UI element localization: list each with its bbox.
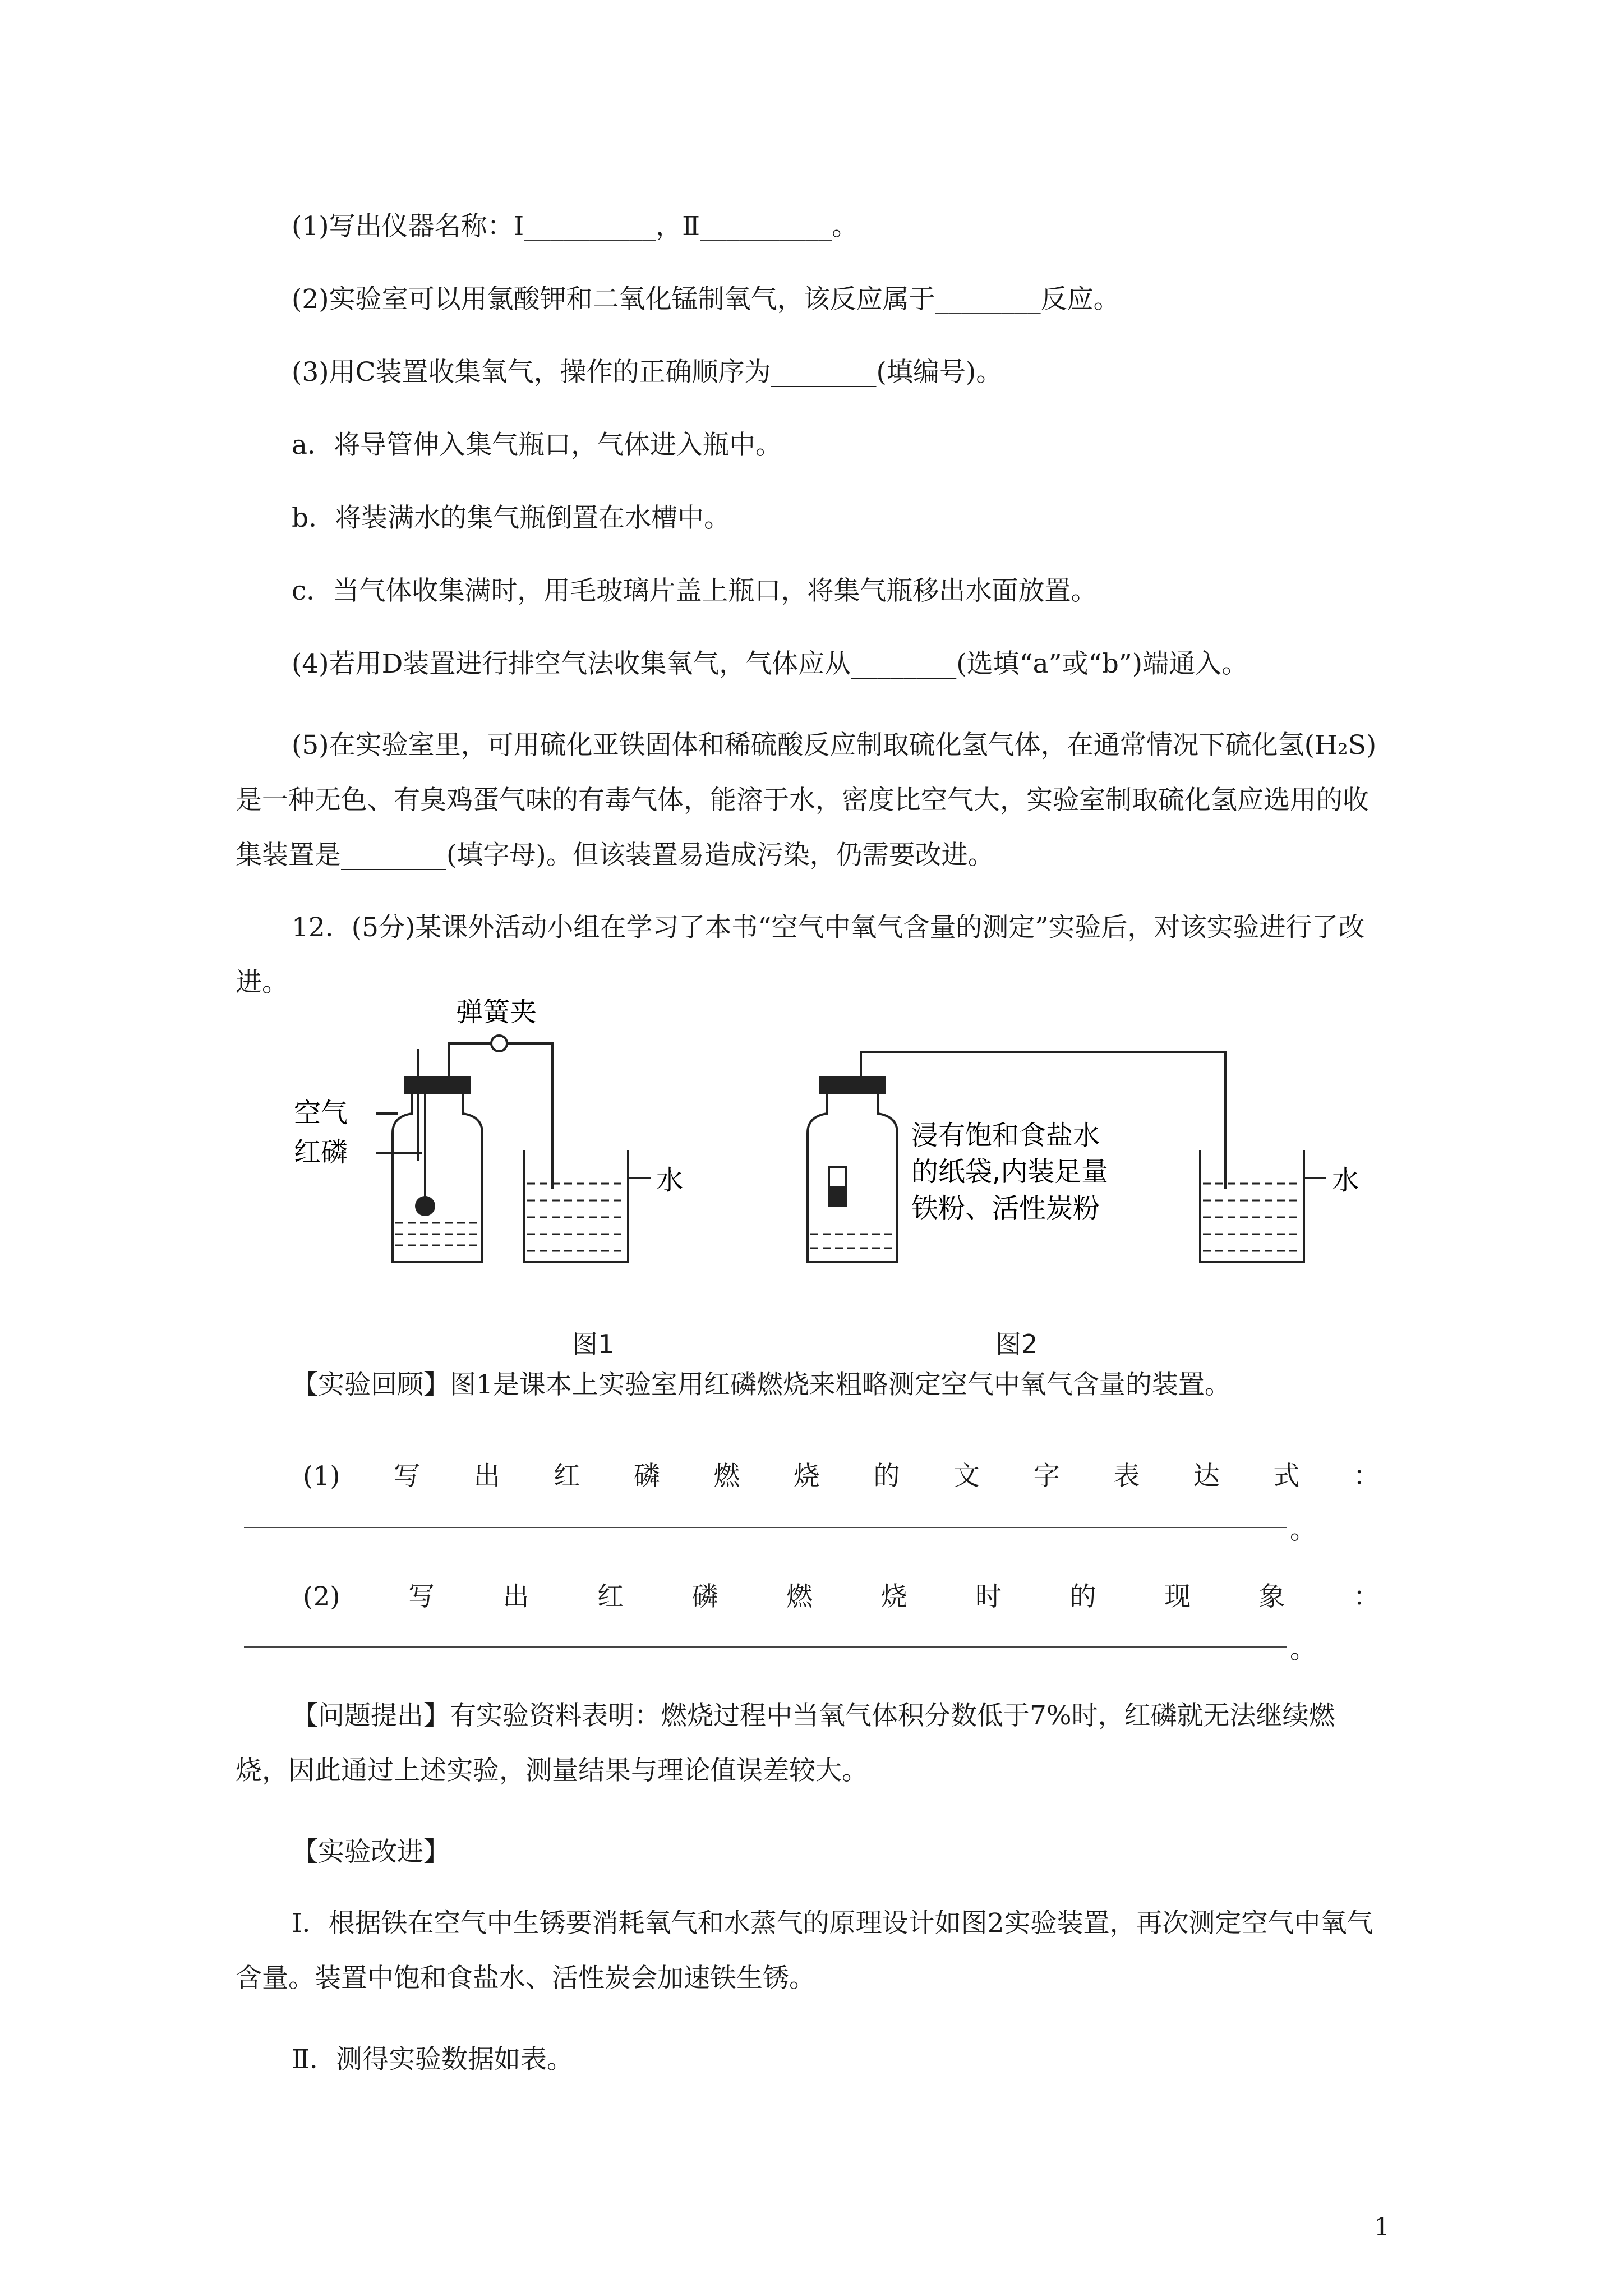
- water-label-2: 水: [1332, 1165, 1359, 1196]
- improvement-heading: 【实验改进】: [292, 1837, 450, 1867]
- question-1-line: (1)写出仪器名称：Ⅰ__________，Ⅱ__________。: [292, 211, 859, 242]
- answer-1-period: 。: [1290, 1515, 1316, 1545]
- experiment-figure: [293, 996, 1359, 1307]
- figure1-bottle: [393, 1091, 482, 1262]
- review-q2-char: 时: [975, 1581, 1002, 1612]
- review-q2-char: 现: [1164, 1581, 1191, 1612]
- figure1-stopper: [405, 1077, 470, 1093]
- question-3-line: (3)用C装置收集氧气，操作的正确顺序为________(填编号)。: [292, 357, 1003, 388]
- figure2-bottle: [808, 1091, 897, 1262]
- question-5-paragraph: (5)在实验室里，可用硫化亚铁固体和稀硫酸反应制取硫化氢气体，在通常情况下硫化氢(H₂S)是一种无色、有臭鸡蛋气味的有毒气体，能溶于水，密度比空气大，实验室制取硫化氢应选用的收集装置是________(填字母)。但该装置易造成污染，仍需要改进。: [236, 730, 1377, 871]
- review-paragraph: 【实验回顾】图1是课本上实验室用红磷燃烧来粗略测定空气中氧气含量的装置。: [292, 1369, 1231, 1400]
- option-a-line: a．将导管伸入集气瓶口，气体进入瓶中。: [292, 430, 782, 461]
- review-q2-char: 出: [502, 1581, 529, 1612]
- bag-label-line-1: 浸有饱和食盐水: [911, 1120, 1100, 1151]
- review-question-2: [303, 1579, 1380, 1615]
- question-12-paragraph: 12．(5分)某课外活动小组在学习了本书“空气中氧气含量的测定”实验后，对该实验进行了改进。: [236, 912, 1365, 998]
- improvement-step-2: Ⅱ．测得实验数据如表。: [292, 2044, 573, 2075]
- water-label-1: 水: [656, 1165, 684, 1196]
- review-q1-char: 燃: [713, 1461, 740, 1492]
- review-q2-char: 红: [597, 1581, 624, 1612]
- review-q1-char: 表: [1113, 1461, 1140, 1492]
- figure-1-caption: 图1: [572, 1329, 615, 1359]
- review-q1-char: 的: [873, 1461, 900, 1492]
- figure2-beaker: [1200, 1150, 1304, 1262]
- review-q1-char: 写: [394, 1461, 421, 1492]
- bag-label-line-2: 的纸袋,内装足量: [911, 1156, 1109, 1188]
- answer-2-period: 。: [1290, 1634, 1316, 1665]
- option-b-line: b．将装满水的集气瓶倒置在水槽中。: [292, 503, 731, 533]
- review-q2-char: 烧: [880, 1581, 907, 1612]
- answer-blank-1: [244, 1527, 1287, 1528]
- review-question-1: [303, 1458, 1380, 1494]
- review-q1-char: 文: [953, 1461, 980, 1492]
- review-question-1-number: (1): [303, 1461, 340, 1492]
- question-4-line: (4)若用D装置进行排空气法收集氧气，气体应从________(选填“a”或“b”)端通入。: [292, 648, 1248, 679]
- figure1-clamp: [491, 1036, 507, 1051]
- phosphorus-label: 红磷: [293, 1137, 348, 1168]
- review-q1-char: 磷: [633, 1461, 660, 1492]
- review-q1-char: 字: [1033, 1461, 1060, 1492]
- answer-blank-2: [244, 1646, 1287, 1648]
- figure2-stopper: [820, 1077, 885, 1093]
- review-q2-char: 的: [1069, 1581, 1096, 1612]
- review-q2-char: 写: [408, 1581, 435, 1612]
- review-q2-char: 象: [1258, 1581, 1285, 1612]
- clamp-label: 弹簧夹: [455, 996, 537, 1028]
- figure1-beaker: [524, 1150, 628, 1262]
- review-q1-char: 烧: [793, 1461, 820, 1492]
- bag-label-line-3: 铁粉、活性炭粉: [911, 1193, 1100, 1224]
- review-q1-char: 达: [1193, 1461, 1220, 1492]
- review-q1-char: 式: [1273, 1461, 1300, 1492]
- option-c-line: c．当气体收集满时，用毛玻璃片盖上瓶口，将集气瓶移出水面放置。: [292, 576, 1098, 606]
- review-q1-char: 出: [473, 1461, 500, 1492]
- figure-2-caption: 图2: [995, 1329, 1038, 1359]
- review-q2-char: ：: [1353, 1581, 1380, 1612]
- question-2-line: (2)实验室可以用氯酸钾和二氧化锰制氧气，该反应属于________反应。: [292, 284, 1120, 315]
- review-q1-char: ：: [1353, 1461, 1380, 1492]
- review-q2-char: 磷: [691, 1581, 718, 1612]
- problem-paragraph: 【问题提出】有实验资料表明：燃烧过程中当氧气体积分数低于7%时，红磷就无法继续燃烧，因此通过上述实验，测量结果与理论值误差较大。: [236, 1700, 1335, 1786]
- air-label: 空气: [293, 1097, 348, 1129]
- review-q1-char: 红: [554, 1461, 580, 1492]
- review-question-2-number: (2): [303, 1581, 340, 1612]
- page-number: 1: [1374, 2213, 1390, 2242]
- review-q2-char: 燃: [786, 1581, 813, 1612]
- improvement-step-1: Ⅰ．根据铁在空气中生锈要消耗氧气和水蒸气的原理设计如图2实验装置，再次测定空气中氧气含量。装置中饱和食盐水、活性炭会加速铁生锈。: [236, 1908, 1373, 1994]
